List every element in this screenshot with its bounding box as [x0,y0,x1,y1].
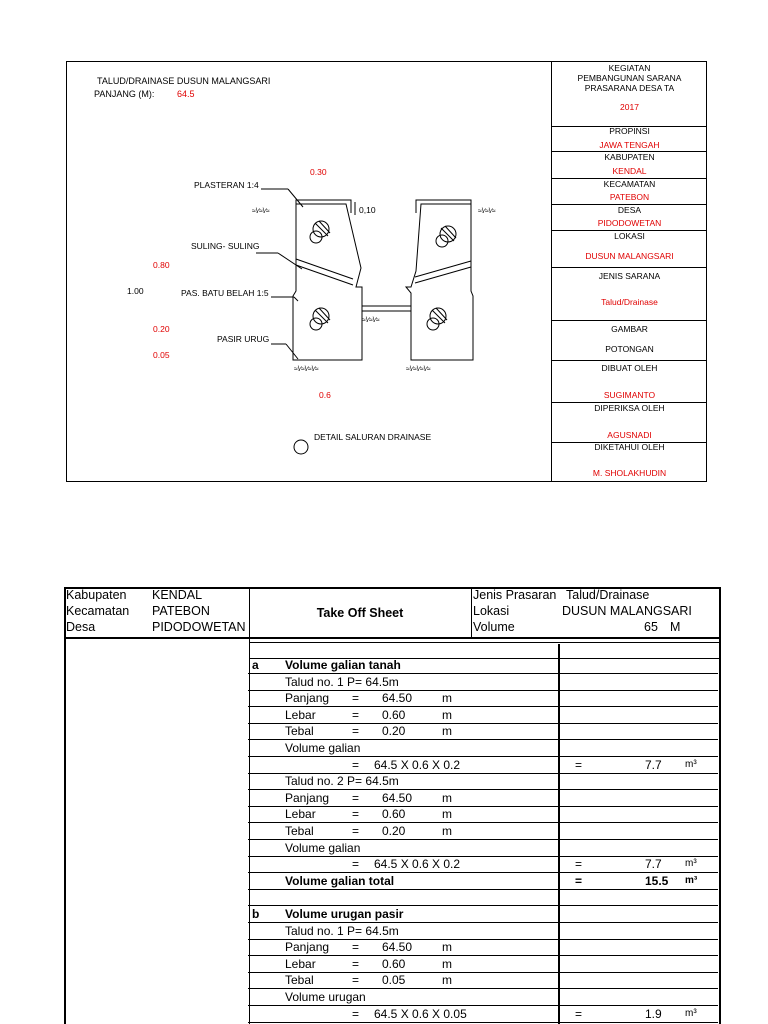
table-row [248,840,718,856]
row-eq: = [352,824,360,838]
right-cap [416,200,471,213]
row-eq: = [352,707,360,722]
right-wall [406,204,473,360]
tos-desa: PIDODOWETAN [152,620,246,634]
table-row [248,989,718,1005]
row-text: Panjang [285,790,330,805]
row-eq: = [352,691,360,706]
row-formula: 64.5 X 0.6 X 0.2 [374,857,461,872]
dim-sand: 0.05 [153,350,170,360]
tb-kecamatan-label: KECAMATAN [603,179,656,189]
drainage-cross-section [66,61,551,482]
left-weephole-line1 [296,259,353,279]
row-text: Volume urugan [285,990,366,1004]
tb-lokasi: DUSUN MALANGSARI [585,251,674,261]
row-text: Tebal [285,824,314,838]
length-value: 64.5 [177,89,195,99]
row-result-value: 15.5 [645,873,669,888]
row-value: 0.60 [382,707,406,722]
row-unit: m [442,940,452,955]
tb-kabupaten: KENDAL [612,166,647,176]
tb-propinsi-label: PROPINSI [609,126,650,136]
row-result-eq: = [575,857,583,872]
tb-dibuat-label: DIBUAT OLEH [601,363,658,373]
row-text: Tebal [285,973,314,988]
tb-diperiksa-label: DIPERIKSA OLEH [594,403,665,413]
table-row [248,723,718,739]
tos-volume: 65 [644,620,658,634]
row-text: Lebar [285,807,316,822]
label-pasir: PASIR URUG [217,334,270,344]
tb-gambar-label: GAMBAR [611,324,648,334]
table-row [248,806,718,822]
left-weephole-line2 [296,265,353,285]
tb-gambar: POTONGAN [605,344,654,354]
row-unit: m [442,807,452,822]
tos-desa-label: Desa [66,620,96,634]
table-row [248,690,718,706]
row-eq: = [352,973,360,988]
row-result-unit: m³ [685,874,698,886]
table-row [248,790,718,806]
tos-kec-label: Kecamatan [66,604,130,618]
tb-kabupaten-label: KABUPATEN [604,152,655,162]
row-eq: = [352,724,360,739]
row-result-unit: m³ [685,1007,697,1019]
row-unit: m [442,956,452,971]
row-letter: a [252,658,259,672]
table-row [248,823,718,839]
table-row [248,873,718,889]
row-text: Tebal [285,724,314,739]
label-detail: DETAIL SALURAN DRAINASE [314,432,432,442]
row-unit: m [442,691,452,706]
svg-text:≈\∕≈\∕≈\∕≈: ≈\∕≈\∕≈\∕≈ [406,366,431,373]
row-text: Volume urugan pasir [285,907,404,921]
row-text: Volume galian [285,840,361,855]
tb-desa: PIDODOWETAN [597,218,662,228]
row-value: 0.20 [382,724,406,739]
table-row [248,856,718,872]
table-row [248,889,718,905]
row-eq: = [352,757,360,772]
left-wall [293,204,362,360]
tb-propinsi: JAWA TENGAH [599,140,660,150]
tb-kegiatan-label: KEGIATAN [608,63,651,73]
svg-text:≈\∕≈\∕≈: ≈\∕≈\∕≈ [362,317,380,324]
left-cap [296,200,351,213]
tos-kab: KENDAL [152,588,203,602]
row-eq: = [352,807,360,822]
label-small-dim: 0,10 [359,205,376,215]
table-row [248,906,718,922]
dim-top: 0.30 [310,167,327,177]
table-row [248,674,718,690]
row-result-unit: m³ [685,758,697,770]
row-text: Lebar [285,707,316,722]
title-block [551,61,707,482]
table-row [248,757,718,773]
tb-lokasi-label: LOKASI [614,231,645,241]
row-value: 0.20 [382,824,406,838]
tos-lokasi-label: Lokasi [473,604,510,618]
row-eq: = [352,857,360,872]
row-text: Volume galian [285,741,361,755]
row-value: 0.60 [382,807,406,822]
row-formula: 64.5 X 0.6 X 0.2 [374,757,461,772]
row-text: Talud no. 1 P= 64.5m [285,674,399,689]
tos-kab-label: Kabupaten [66,588,127,602]
row-result-value: 7.7 [645,757,662,772]
row-result-eq: = [575,873,583,888]
tb-diperiksa: AGUSNADI [607,430,652,440]
row-formula: 64.5 X 0.6 X 0.05 [374,1006,467,1021]
dim-lower: 0.20 [153,324,170,334]
dim-total: 1.00 [127,286,144,296]
ground-hatch [252,208,496,373]
tos-volume-label: Volume [473,620,515,634]
row-result-value: 1.9 [645,1006,662,1021]
row-unit: m [442,707,452,722]
stone-symbols [310,221,456,330]
dim-bottom: 0.6 [319,390,331,400]
row-result-eq: = [575,1006,583,1021]
svg-text:≈\∕≈\∕≈: ≈\∕≈\∕≈ [252,208,270,215]
tos-title: Take Off Sheet [316,606,404,620]
row-unit: m [442,973,452,988]
tb-diketahui-label: DIKETAHUI OLEH [594,442,665,452]
row-value: 0.05 [382,973,406,988]
tos-jenis: Talud/Drainase [566,588,650,602]
row-value: 64.50 [382,691,413,706]
tos-kec: PATEBON [152,604,210,618]
table-row [248,707,718,723]
tb-jenis: Talud/Drainase [601,297,658,307]
tos-lokasi: DUSUN MALANGSARI [562,604,692,618]
table-row [248,972,718,988]
row-value: 64.50 [382,940,413,955]
table-row [248,740,718,756]
row-unit: m [442,790,452,805]
table-row [248,773,718,789]
svg-text:≈\∕≈\∕≈: ≈\∕≈\∕≈ [478,208,496,215]
tb-dibuat: SUGIMANTO [603,390,656,400]
table-row [248,939,718,955]
row-text: Talud no. 2 P= 64.5m [285,774,399,789]
dim-upper: 0.80 [153,260,170,270]
row-unit: m [442,824,452,838]
row-text: Talud no. 1 P= 64.5m [285,923,399,938]
label-plasteran: PLASTERAN 1:4 [194,180,259,190]
row-text: Panjang [285,691,330,706]
tb-diketahui: M. SHOLAKHUDIN [592,468,667,478]
row-eq: = [352,790,360,805]
row-text: Volume galian total [285,873,395,888]
table-row [248,1006,718,1022]
detail-marker [294,440,308,454]
row-eq: = [352,940,360,955]
tb-desa-label: DESA [617,205,642,215]
row-result-value: 7.7 [645,857,662,872]
table-row [248,956,718,972]
row-text: Volume galian tanah [285,658,401,672]
row-unit: m [442,724,452,739]
length-label: PANJANG (M): [94,89,155,99]
row-eq: = [352,1006,360,1021]
row-eq: = [352,956,360,971]
row-letter: b [252,907,260,921]
table-row [248,923,718,939]
tb-kecamatan: PATEBON [609,192,650,202]
tb-jenis-label: JENIS SARANA [598,271,661,281]
row-value: 0.60 [382,956,406,971]
label-suling: SULING- SULING [191,241,260,251]
tb-kegiatan-line2: PRASARANA DESA TA [584,83,675,93]
row-result-unit: m³ [685,858,697,870]
tb-year: 2017 [620,102,639,112]
tb-kegiatan-line1: PEMBANGUNAN SARANA [577,73,682,83]
label-pasangan: PAS. BATU BELAH 1:5 [181,288,269,298]
drawing-title: TALUD/DRAINASE DUSUN MALANGSARI [97,76,271,86]
row-value: 64.50 [382,790,413,805]
row-text: Panjang [285,940,330,955]
row-result-eq: = [575,757,583,772]
svg-text:≈\∕≈\∕≈\∕≈: ≈\∕≈\∕≈\∕≈ [294,366,319,373]
table-row [248,657,718,673]
tos-volume-unit: M [670,620,681,634]
row-text: Lebar [285,956,316,971]
tos-jenis-label: Jenis Prasaran [473,588,557,602]
